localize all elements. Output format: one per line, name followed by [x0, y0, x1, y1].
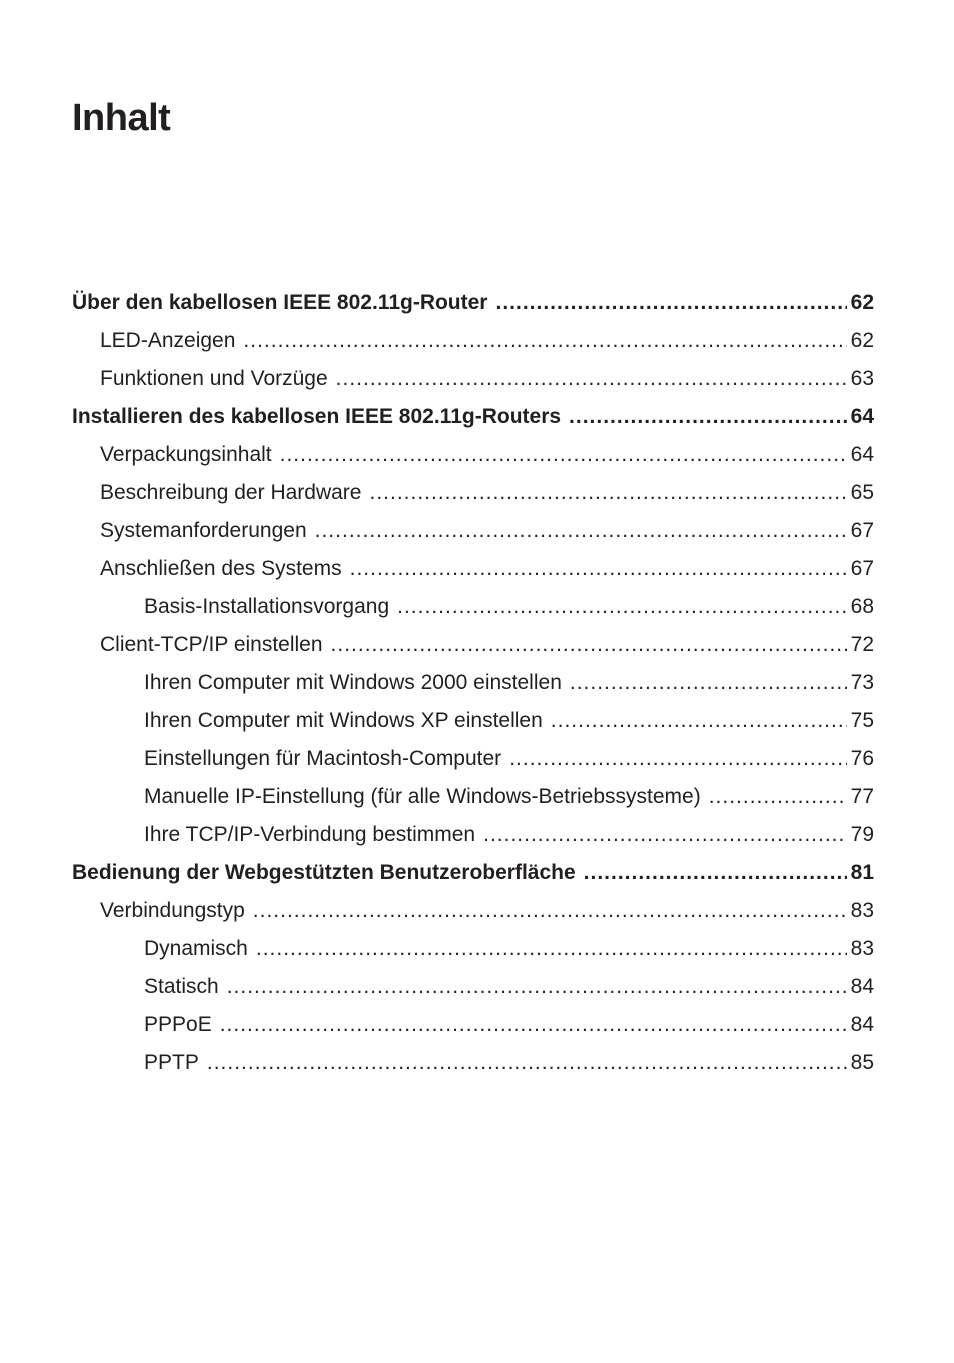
- toc-entry-page-number: 81: [850, 861, 874, 884]
- toc-entry-title: Statisch: [144, 975, 219, 998]
- toc-entry-title: Bedienung der Webgestützten Benutzeroberfläche: [72, 861, 576, 884]
- toc-entry-title: Manuelle IP-Einstellung (für alle Windows-Betriebssysteme): [144, 785, 701, 808]
- toc-entry-title: PPTP: [144, 1051, 199, 1074]
- toc-entry-page-number: 83: [850, 937, 874, 960]
- toc-entry-page-number: 63: [850, 367, 874, 390]
- toc-entry-title: Basis-Installationsvorgang: [144, 595, 390, 618]
- page-title: Inhalt: [72, 97, 171, 139]
- toc-dot-leader: [350, 550, 847, 588]
- toc-entry-page-number: 85: [850, 1051, 874, 1074]
- toc-entry-title: Beschreibung der Hardware: [100, 481, 362, 504]
- toc-entry-page-number: 77: [850, 785, 874, 808]
- toc-entry-page-number: 73: [850, 671, 874, 694]
- toc-entry-page-number: 67: [850, 557, 874, 580]
- toc-dot-leader: [584, 854, 847, 892]
- toc-entry-page-number: 65: [850, 481, 874, 504]
- toc-dot-leader: [256, 930, 847, 968]
- toc-dot-leader: [243, 322, 846, 360]
- toc-entry[interactable]: [72, 816, 874, 854]
- toc-entry[interactable]: [72, 968, 874, 1006]
- toc-dot-leader: [369, 474, 846, 512]
- toc-entry-page-number: 84: [850, 975, 874, 998]
- toc-dot-leader: [495, 284, 846, 322]
- toc-entry[interactable]: [72, 436, 874, 474]
- toc-entry[interactable]: [72, 854, 874, 892]
- toc-entry-page-number: 84: [850, 1013, 874, 1036]
- toc-entry-page-number: 79: [850, 823, 874, 846]
- toc-entry[interactable]: [72, 664, 874, 702]
- toc-entry[interactable]: [72, 474, 874, 512]
- toc-dot-leader: [397, 588, 847, 626]
- toc-entry-title: Systemanforderungen: [100, 519, 307, 542]
- toc-entry-title: Verbindungstyp: [100, 899, 245, 922]
- table-of-contents: [72, 284, 874, 1082]
- toc-dot-leader: [569, 398, 847, 436]
- toc-entry-title: Funktionen und Vorzüge: [100, 367, 328, 390]
- toc-dot-leader: [570, 664, 847, 702]
- toc-entry-title: Über den kabellosen IEEE 802.11g-Router: [72, 291, 488, 314]
- toc-entry[interactable]: [72, 930, 874, 968]
- toc-entry-page-number: 75: [850, 709, 874, 732]
- toc-entry[interactable]: [72, 892, 874, 930]
- toc-entry-page-number: 68: [850, 595, 874, 618]
- toc-entry-title: Client-TCP/IP einstellen: [100, 633, 323, 656]
- toc-dot-leader: [315, 512, 847, 550]
- toc-entry[interactable]: [72, 588, 874, 626]
- toc-entry[interactable]: [72, 1006, 874, 1044]
- toc-entry[interactable]: [72, 360, 874, 398]
- toc-entry-title: Ihren Computer mit Windows XP einstellen: [144, 709, 543, 732]
- toc-entry[interactable]: [72, 322, 874, 360]
- toc-entry[interactable]: [72, 284, 874, 322]
- toc-entry[interactable]: [72, 702, 874, 740]
- toc-entry-title: Anschließen des Systems: [100, 557, 342, 580]
- toc-entry-page-number: 64: [850, 443, 874, 466]
- toc-entry-page-number: 72: [850, 633, 874, 656]
- toc-dot-leader: [227, 968, 847, 1006]
- toc-dot-leader: [509, 740, 846, 778]
- toc-entry[interactable]: [72, 740, 874, 778]
- toc-entry-title: Dynamisch: [144, 937, 248, 960]
- toc-dot-leader: [709, 778, 847, 816]
- toc-dot-leader: [336, 360, 847, 398]
- toc-entry[interactable]: [72, 512, 874, 550]
- toc-entry-title: PPPoE: [144, 1013, 212, 1036]
- toc-entry-title: LED-Anzeigen: [100, 329, 236, 352]
- toc-entry-title: Einstellungen für Macintosh-Computer: [144, 747, 502, 770]
- toc-entry-page-number: 64: [850, 405, 874, 428]
- toc-entry-page-number: 62: [850, 329, 874, 352]
- toc-dot-leader: [331, 626, 847, 664]
- toc-entry-page-number: 83: [850, 899, 874, 922]
- toc-entry[interactable]: [72, 626, 874, 664]
- toc-dot-leader: [551, 702, 847, 740]
- toc-dot-leader: [280, 436, 847, 474]
- toc-entry[interactable]: [72, 1044, 874, 1082]
- toc-entry[interactable]: [72, 398, 874, 436]
- toc-dot-leader: [220, 1006, 847, 1044]
- toc-entry-page-number: 67: [850, 519, 874, 542]
- toc-entry-title: Ihren Computer mit Windows 2000 einstellen: [144, 671, 562, 694]
- toc-entry-title: Ihre TCP/IP-Verbindung bestimmen: [144, 823, 476, 846]
- toc-entry-page-number: 76: [850, 747, 874, 770]
- toc-dot-leader: [253, 892, 847, 930]
- toc-entry[interactable]: [72, 550, 874, 588]
- toc-dot-leader: [207, 1044, 847, 1082]
- toc-dot-leader: [483, 816, 847, 854]
- toc-entry[interactable]: [72, 778, 874, 816]
- toc-entry-title: Installieren des kabellosen IEEE 802.11g-Routers: [72, 405, 562, 428]
- toc-entry-page-number: 62: [850, 291, 874, 314]
- toc-entry-title: Verpackungsinhalt: [100, 443, 272, 466]
